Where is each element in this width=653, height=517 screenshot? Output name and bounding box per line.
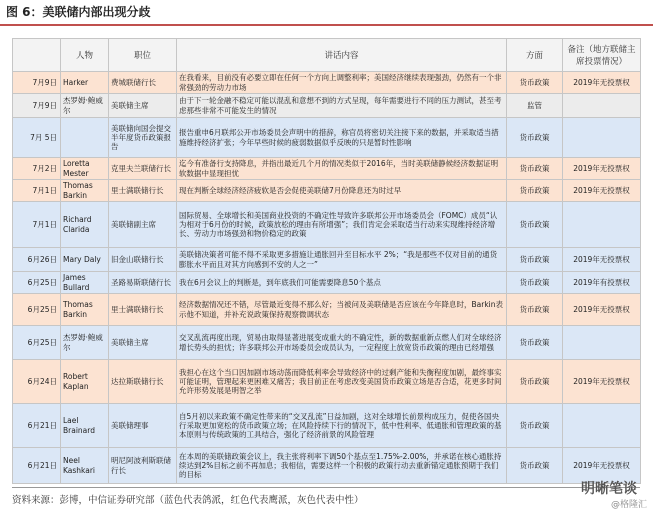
row-note: 2019年无投票权 bbox=[563, 180, 641, 202]
row-note: 2019年无投票权 bbox=[563, 248, 641, 272]
row-stance: 货币政策 bbox=[507, 72, 563, 94]
row-date: 6月25日 bbox=[13, 326, 61, 360]
row-position: 里士满联储行长 bbox=[109, 294, 177, 326]
table-row bbox=[13, 118, 641, 158]
table-body bbox=[13, 72, 641, 484]
row-position: 圣路易斯联储行长 bbox=[109, 272, 177, 294]
row-position: 美联储主席 bbox=[109, 326, 177, 360]
table-row bbox=[13, 448, 641, 484]
row-content: 自5月初以来政策不确定性带来的“交叉乱流”日益加剧，这对全球增长前景构成压力，促使各国央行采取更加宽松的货币政策立场；在风险持续下行的情况下，低中性利率、低通胀和管理政策的基本原则与传统政策的工具结合，强化了经济前景的风险管理 bbox=[177, 404, 507, 448]
row-person: Thomas Barkin bbox=[61, 294, 109, 326]
row-note: 2019年有投票权 bbox=[563, 272, 641, 294]
row-note: 2019年无投票权 bbox=[563, 158, 641, 180]
row-person: Loretta Mester bbox=[61, 158, 109, 180]
row-note bbox=[563, 118, 641, 158]
header-position: 职位 bbox=[109, 39, 177, 72]
watermark: 明晰笔谈 bbox=[581, 481, 637, 497]
table-row bbox=[13, 248, 641, 272]
row-date: 6月21日 bbox=[13, 448, 61, 484]
table-row bbox=[13, 326, 641, 360]
table-row bbox=[13, 158, 641, 180]
row-content: 我担心在这个当口因加剧市场动荡而降低利率会导致经济中的过剩产能和失衡程度加剧，最终事实可能证明，管理起来更困难又痛苦；我目前正在考虑改变美国货币政策立场是否合适，花更多时间允许形势发展是明智之举 bbox=[177, 360, 507, 404]
header-stance: 方面 bbox=[507, 39, 563, 72]
row-position: 达拉斯联储行长 bbox=[109, 360, 177, 404]
row-note bbox=[563, 326, 641, 360]
row-person: 杰罗姆·鲍威尔 bbox=[61, 94, 109, 118]
row-stance: 货币政策 bbox=[507, 272, 563, 294]
row-date: 6月25日 bbox=[13, 294, 61, 326]
row-content: 经济数据情况还不错，尽管最近变得不那么好；当被问及美联储是否应该在今年降息时，Barkin表示他不知道，并补充说政策保持观察微调状态 bbox=[177, 294, 507, 326]
header-date bbox=[13, 39, 61, 72]
table-row bbox=[13, 94, 641, 118]
row-content: 美联储决策者可能不得不采取更多措施让通胀回升至目标水平 2%；“我是那些不仅对目前的通货膨胀水平而且对其方向感到不安的人之一” bbox=[177, 248, 507, 272]
row-person bbox=[61, 118, 109, 158]
row-position: 美联储副主席 bbox=[109, 202, 177, 248]
row-content: 报告重申6月联邦公开市场委员会声明中的措辞，称官员将密切关注接下来的数据，并采取适当措施维持经济扩张；今年早些时候的疲弱数据似乎反映的只是暂时性影响 bbox=[177, 118, 507, 158]
row-stance: 货币政策 bbox=[507, 202, 563, 248]
row-content: 我在6月会议上的判断是，到年底我们可能需要降息50个基点 bbox=[177, 272, 507, 294]
table-row bbox=[13, 72, 641, 94]
row-note: 2019年无投票权 bbox=[563, 294, 641, 326]
row-stance: 货币政策 bbox=[507, 326, 563, 360]
row-content: 现在判断全球经济经济疲软是否会促使美联储7月份降息还为时过早 bbox=[177, 180, 507, 202]
row-date: 7月9日 bbox=[13, 94, 61, 118]
watermark-sub: @格隆汇 bbox=[610, 500, 647, 510]
row-note: 2019年无投票权 bbox=[563, 360, 641, 404]
row-position: 明尼阿波利斯联储行长 bbox=[109, 448, 177, 484]
row-note bbox=[563, 94, 641, 118]
row-date: 7月 5日 bbox=[13, 118, 61, 158]
row-position: 克里夫兰联储行长 bbox=[109, 158, 177, 180]
row-date: 6月26日 bbox=[13, 248, 61, 272]
row-person: 杰罗姆·鲍威尔 bbox=[61, 326, 109, 360]
row-note bbox=[563, 202, 641, 248]
figure-title: 图 6：美联储内部出现分歧 bbox=[6, 5, 151, 19]
row-date: 6月21日 bbox=[13, 404, 61, 448]
row-date: 6月24日 bbox=[13, 360, 61, 404]
footer-rule bbox=[12, 487, 640, 488]
row-stance: 货币政策 bbox=[507, 360, 563, 404]
row-note: 2019年无投票权 bbox=[563, 72, 641, 94]
row-date: 7月1日 bbox=[13, 202, 61, 248]
row-person: Thomas Barkin bbox=[61, 180, 109, 202]
header-note: 备注（地方联储主席投票情况） bbox=[563, 39, 641, 72]
row-date: 6月25日 bbox=[13, 272, 61, 294]
row-person: Lael Brainard bbox=[61, 404, 109, 448]
row-person: Robert Kaplan bbox=[61, 360, 109, 404]
row-position: 美联储理事 bbox=[109, 404, 177, 448]
row-stance: 货币政策 bbox=[507, 180, 563, 202]
table-row bbox=[13, 404, 641, 448]
row-position: 旧金山联储行长 bbox=[109, 248, 177, 272]
row-person: James Bullard bbox=[61, 272, 109, 294]
row-content: 交叉乱流再度出现，贸易由取得显著进展变成重大的不确定性，新的数据重新点燃人们对全球经济增长势头的担忧；许多联邦公开市场委员会成员认为，一定程度上放宽货币政策的理由已经增强 bbox=[177, 326, 507, 360]
table-header-row bbox=[13, 39, 641, 72]
row-stance: 货币政策 bbox=[507, 404, 563, 448]
row-position: 美联储向国会提交半年度货币政策报告 bbox=[109, 118, 177, 158]
row-position: 里士满联储行长 bbox=[109, 180, 177, 202]
row-person: Mary Daly bbox=[61, 248, 109, 272]
header-content: 讲话内容 bbox=[177, 39, 507, 72]
row-date: 7月9日 bbox=[13, 72, 61, 94]
row-stance: 监管 bbox=[507, 94, 563, 118]
source-note: 资料来源：彭博，中信证券研究部（蓝色代表鸽派，红色代表鹰派，灰色代表中性） bbox=[12, 495, 364, 506]
row-stance: 货币政策 bbox=[507, 448, 563, 484]
figure-title-bar bbox=[0, 0, 653, 26]
row-stance: 货币政策 bbox=[507, 158, 563, 180]
row-person: Harker bbox=[61, 72, 109, 94]
row-content: 由于下一轮金融不稳定可能以混乱和意想不到的方式呈现，每年需要进行不同的压力测试，甚至考虑那些非常不可能发生的情况 bbox=[177, 94, 507, 118]
row-content: 国际贸易、全球增长和美国商业投资的不确定性导致许多联邦公开市场委员会（FOMC）成员“认为相对于6月份的时候，政策放松的理由有所增强”；我们肯定会采取适当行动来实现维持经济增长、劳动力市场强劲和物价稳定的政策 bbox=[177, 202, 507, 248]
row-content: 迄今有准备行支持降息，并指出最近几个月的情况类似于2016年，当时美联储静候经济数据证明软数据中显现担忧 bbox=[177, 158, 507, 180]
row-note: 2019年无投票权 bbox=[563, 448, 641, 484]
row-date: 7月1日 bbox=[13, 180, 61, 202]
table-row bbox=[13, 272, 641, 294]
row-note bbox=[563, 404, 641, 448]
row-person: Richard Clarida bbox=[61, 202, 109, 248]
row-stance: 货币政策 bbox=[507, 248, 563, 272]
row-content: 在本周的美联储政策会议上，我主张将利率下调50个基点至1.75%-2.00%，并承诺在核心通胀持续达到2%目标之前不再加息；我相信，需要这样一个积极的政策行动去重新锚定通胀预期于我们的目标 bbox=[177, 448, 507, 484]
table-row bbox=[13, 294, 641, 326]
table bbox=[12, 38, 641, 484]
table-row bbox=[13, 202, 641, 248]
row-date: 7月2日 bbox=[13, 158, 61, 180]
row-person: Neel Kashkari bbox=[61, 448, 109, 484]
row-position: 费城联储行长 bbox=[109, 72, 177, 94]
table-row bbox=[13, 180, 641, 202]
row-stance: 货币政策 bbox=[507, 118, 563, 158]
table-row bbox=[13, 360, 641, 404]
header-person: 人物 bbox=[61, 39, 109, 72]
row-position: 美联储主席 bbox=[109, 94, 177, 118]
fed-speeches-table bbox=[12, 38, 640, 484]
row-content: 在我看来，目前没有必要立即在任何一个方向上调整利率；美国经济继续表现强劲，仍然有一个非常强劲的劳动力市场 bbox=[177, 72, 507, 94]
row-stance: 货币政策 bbox=[507, 294, 563, 326]
